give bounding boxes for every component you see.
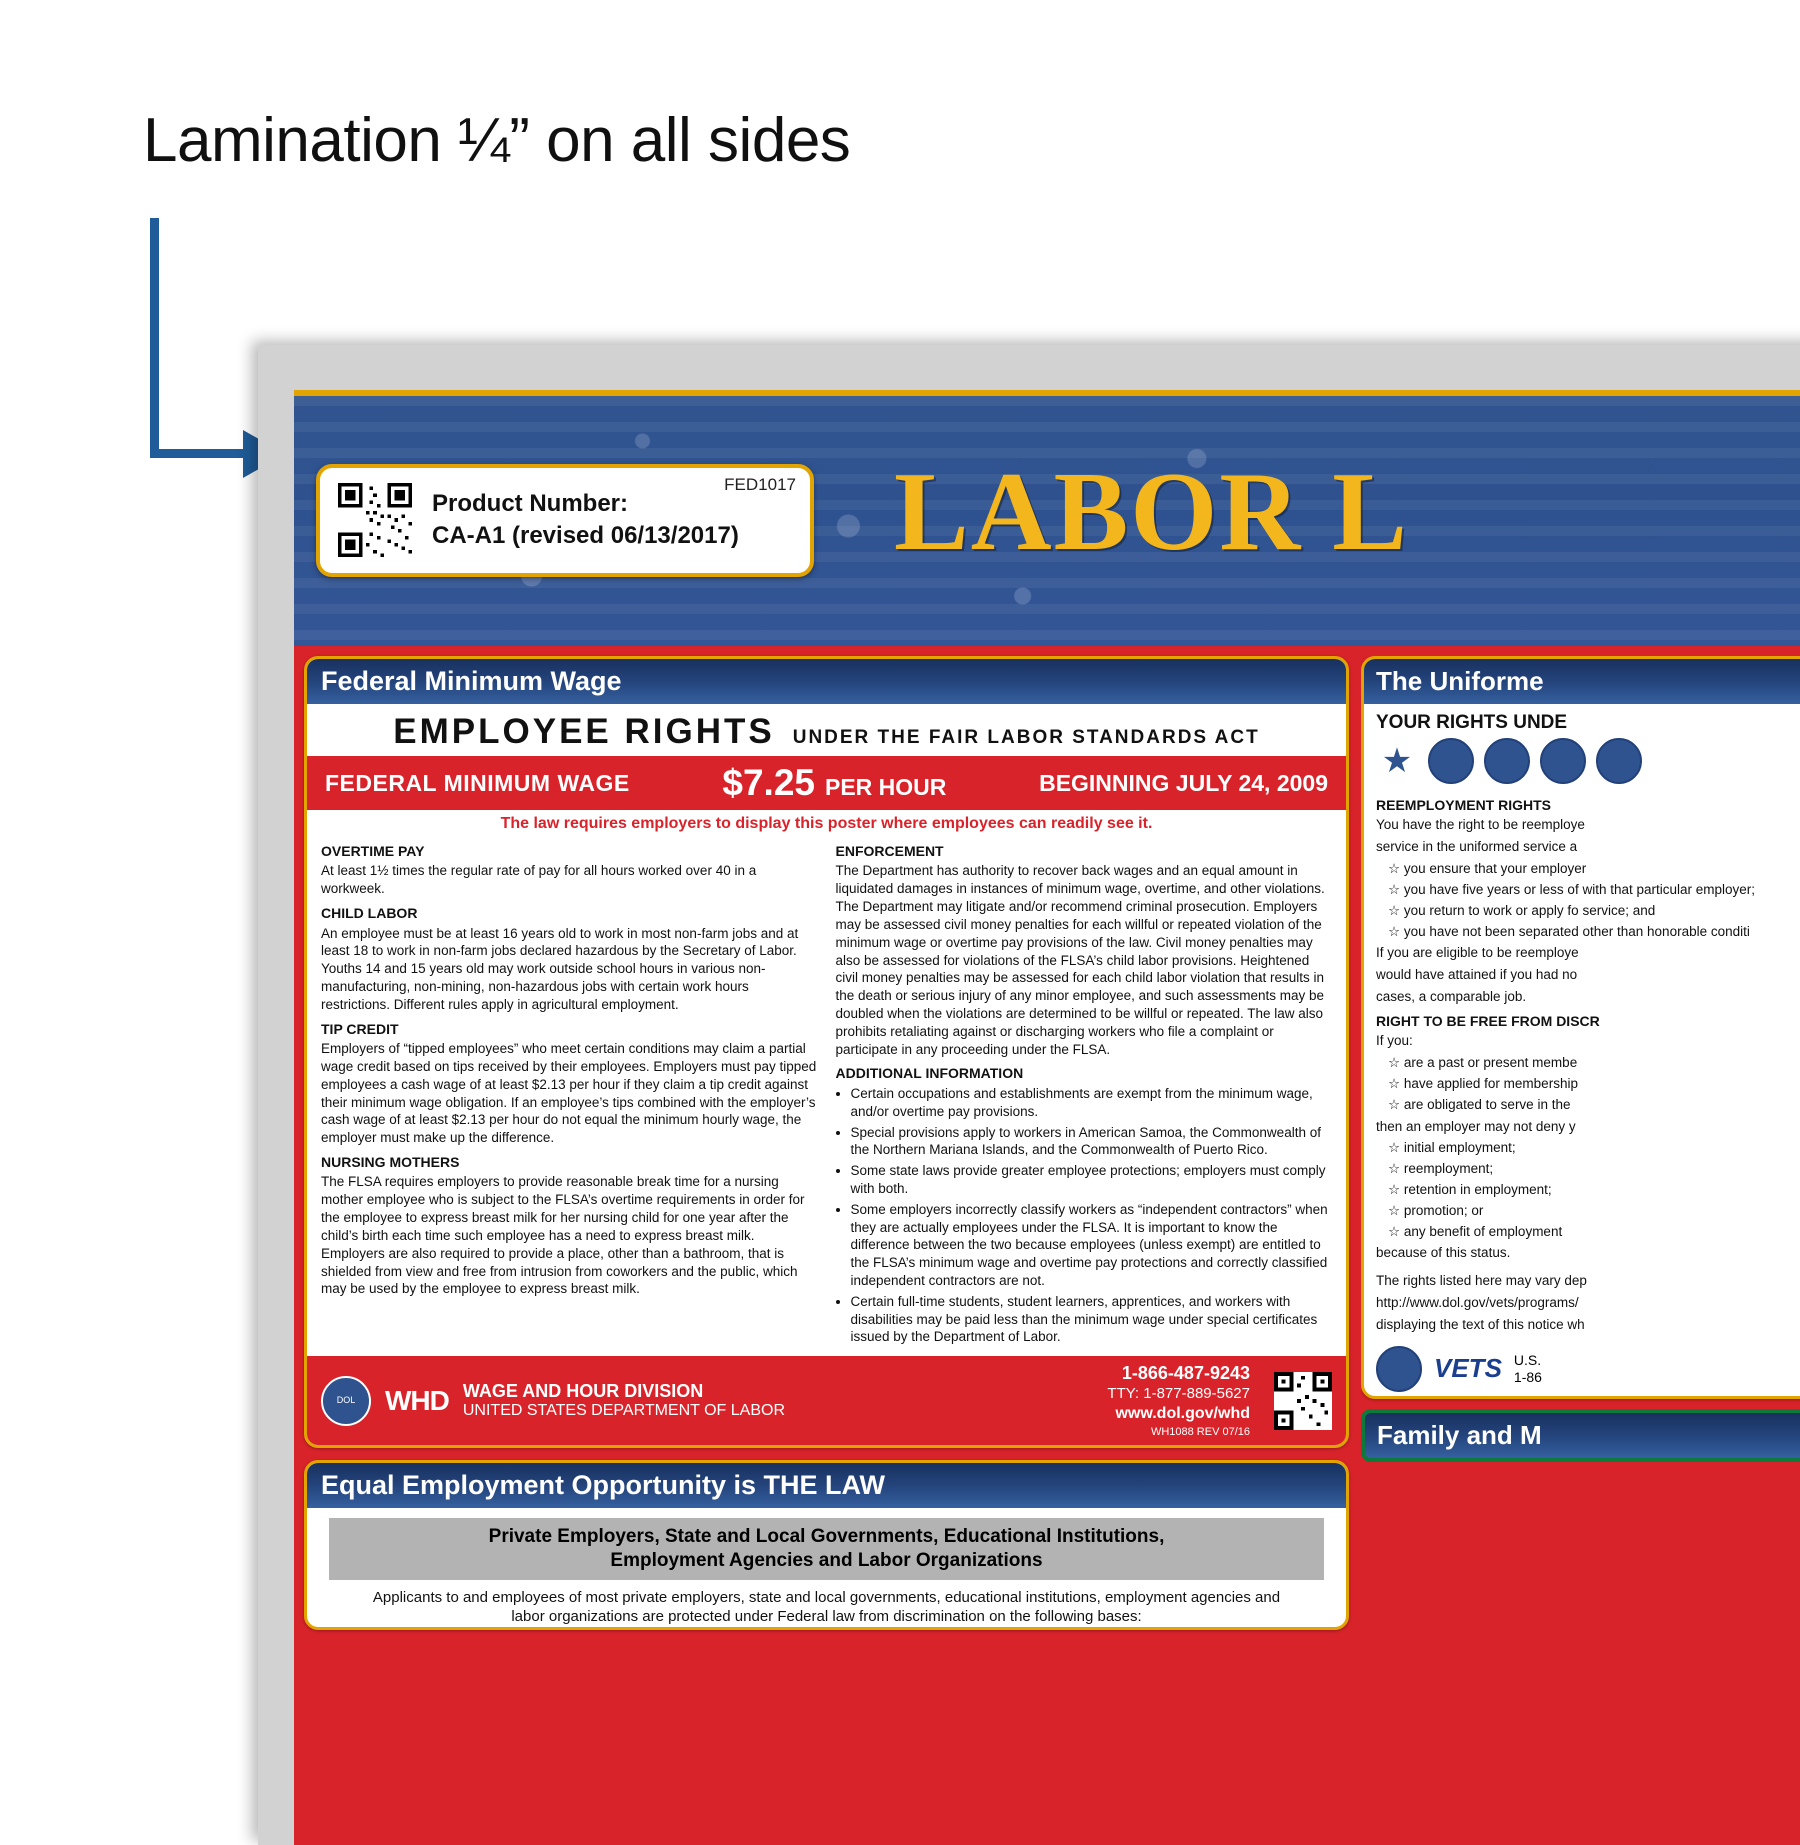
agency-contact [1107, 1362, 1250, 1439]
wage-amount: $7.25 [722, 762, 815, 803]
userra-panel [1361, 656, 1800, 1399]
eligibility-line-1: If you are eligible to be reemploye [1376, 945, 1579, 961]
section-body: The Department has authority to recover back wages and an equal amount in liquidated damages in instances of minimum wage, overtime, and other violations. The Department may litigate and/or recommend criminal prosecution. Employers may be assessed civil money penalties for each willful or repeated violation of the minimum wage or overtime pay provisions of the law. Civil money penalties may also be assessed for violations of the FLSA’s child labor provisions. Heightened civil money penalties may be assessed for each child labor violation that results in the death or serious injury of any minor employee, and such assessments may be doubled when the violations are determined to be willful or repeated. The law also prohibits retaliating against or discharging workers who file a complaint or participate in any proceeding under the FLSA. [835, 863, 1325, 1057]
list-item: ☆ you have not been separated other than honorable conditi [1388, 923, 1750, 939]
agency-phone: 1-866-487-9243 [1121, 1363, 1250, 1384]
flsa-right-text [836, 836, 1333, 1350]
dol-seal-icon [1376, 1346, 1422, 1392]
agency-website[interactable]: www.dol.gov/whd [1115, 1404, 1250, 1422]
list-item: ☆ reemployment; [1388, 1161, 1494, 1177]
footnote-line-1: The rights listed here may vary dep [1376, 1273, 1587, 1289]
list-item: ☆ have applied for membership [1388, 1075, 1578, 1091]
list-item: • Special provisions apply to workers in American Samoa, the Commonwealth of the Northern Mariana Islands, and the Commonwealth of Puerto Rico. [851, 1124, 1333, 1160]
poster-right-column [1361, 656, 1800, 1841]
product-number-box [316, 464, 814, 577]
userra-body [1364, 796, 1800, 1334]
qr-code-icon [338, 483, 412, 557]
section-heading: OVERTIME PAY [321, 843, 425, 859]
list-item: • Certain full-time students, student learners, apprentices, and workers with disabilities may be paid less than the minimum wage under special certificates issued by the Department of Labor. [851, 1293, 1333, 1346]
list-item: • Certain occupations and establishments are exempt from the minimum wage, and/or overtime pay provisions. [851, 1085, 1333, 1121]
list-item: ☆ you ensure that your employer [1388, 861, 1587, 877]
navy-seal-icon [1484, 738, 1530, 784]
vets-logo: VETS [1434, 1353, 1502, 1384]
reemployment-intro-1: You have the right to be reemploye [1376, 817, 1585, 833]
flsa-footer-bar [307, 1356, 1346, 1445]
vets-line-1: U.S. [1513, 1351, 1542, 1368]
agency-line-2: UNITED STATES DEPARTMENT OF LABOR [462, 1402, 785, 1420]
list-item: ☆ you return to work or apply fo service; and [1388, 902, 1656, 918]
footnote-line-3: displaying the text of this notice wh [1376, 1316, 1585, 1332]
revision-code: WH1088 REV 07/16 [1150, 1425, 1250, 1438]
poster-left-column [304, 656, 1349, 1841]
list-item: • Some state laws provide greater employee protections; employers must comply with both. [851, 1162, 1333, 1198]
list-item: ☆ retention in employment; [1388, 1181, 1552, 1197]
eligibility-line-3: cases, a comparable job. [1376, 988, 1527, 1004]
vets-line-2: 1-86 [1513, 1368, 1542, 1385]
benefit-list [1376, 1139, 1800, 1240]
section-heading: CHILD LABOR [321, 905, 418, 922]
eeo-panel [304, 1460, 1349, 1630]
eeo-subtitle-line-1: Private Employers, State and Local Governments, Educational Institutions, [488, 1526, 1165, 1548]
list-item-label: any benefit of employment [1403, 1223, 1563, 1239]
list-item-label: are a past or present membe [1403, 1055, 1578, 1071]
reemployment-intro-2: service in the uniformed service a [1376, 839, 1578, 855]
list-item: ☆ promotion; or [1388, 1202, 1484, 1218]
if-you-label: If you: [1376, 1033, 1413, 1049]
list-item-label: are obligated to serve in the [1403, 1096, 1571, 1112]
list-item-label: promotion; or [1403, 1202, 1484, 1218]
reemployment-heading: REEMPLOYMENT RIGHTS [1376, 797, 1552, 813]
list-item-label: have applied for membership [1403, 1075, 1578, 1091]
list-item-label: retention in employment; [1403, 1181, 1552, 1197]
marines-seal-icon [1596, 738, 1642, 784]
army-seal-icon [1428, 738, 1474, 784]
list-item-label: you have five years or less of with that particular employer; [1403, 881, 1756, 897]
eeo-body-line-2: labor organizations are protected under Federal law from discrimination on the following bases: [511, 1608, 1142, 1626]
list-item: ☆ you have five years or less of with that particular employer; [1388, 881, 1756, 897]
discrimination-heading: RIGHT TO BE FREE FROM DISCR [1376, 1012, 1600, 1029]
eeo-subtitle [329, 1518, 1324, 1580]
section-body: Employers of “tipped employees” who meet certain conditions may claim a partial wage credit based on tips received by their employees. Employers must pay tipped employees a cash wage of at least $2.13 per hour if they claim a tip credit against their minimum wage obligation. If an employee’s tips combined with the employer’s cash wage of at least $2.13 per hour do not equal the minimum hourly wage, the employer must make up the difference. [321, 1041, 817, 1146]
wage-label: FEDERAL MINIMUM WAGE [325, 769, 630, 796]
footnote-line-2[interactable]: http://www.dol.gov/vets/programs/ [1376, 1295, 1579, 1310]
fmla-panel-title: Family and M [1365, 1413, 1800, 1458]
reemployment-list [1376, 860, 1800, 940]
flsa-heading: EMPLOYEE RIGHTS [393, 712, 775, 751]
vets-footer [1364, 1338, 1800, 1396]
list-item-label: reemployment; [1403, 1161, 1494, 1177]
additional-info-list [836, 1085, 1333, 1346]
minimum-wage-bar [307, 756, 1346, 810]
eeo-subtitle-line-2: Employment Agencies and Labor Organizations [610, 1550, 1043, 1571]
flsa-heading-row [307, 704, 1346, 756]
section-body: At least 1½ times the regular rate of pay for all hours worked over 40 in a workweek. [321, 863, 757, 897]
eeo-panel-title: Equal Employment Opportunity is THE LAW [307, 1463, 1346, 1508]
list-item-label: initial employment; [1403, 1140, 1516, 1156]
poster-title: LABOR L [894, 450, 1409, 574]
fed-code-label: FED1017 [724, 475, 796, 494]
agency-line-1: WAGE AND HOUR DIVISION [462, 1381, 704, 1402]
flsa-subheading: UNDER THE FAIR LABOR STANDARDS ACT [792, 727, 1260, 748]
poster-body [294, 646, 1800, 1845]
eeo-body-line-1: Applicants to and employees of most private employers, state and local governments, educational institutions, employment agencies and [372, 1588, 1281, 1606]
agency-name [463, 1381, 1094, 1420]
discrimination-list [1376, 1054, 1800, 1113]
product-number-label: Product Number: [432, 490, 629, 517]
list-item-label: you ensure that your employer [1403, 861, 1587, 877]
vets-contact [1514, 1352, 1542, 1386]
list-item: ☆ initial employment; [1388, 1140, 1516, 1156]
userra-subtitle: YOUR RIGHTS UNDE [1376, 712, 1568, 733]
wage-per-unit: PER HOUR [825, 774, 947, 800]
section-body: An employee must be at least 16 years old to work in most non-farm jobs and at least 18 to work in non-farm jobs declared hazardous by the Secretary of Labor. Youths 14 and 15 years old may work outside school hours in various non-manufacturing, non-mining, non-hazardous jobs with certain work hours restrictions. Different rules apply in agricultural employment. [321, 925, 799, 1012]
dol-seal-icon: DOL [321, 1376, 371, 1426]
list-item: • Some employers incorrectly classify workers as “independent contractors” when they are actually employees under the FLSA. It is important to know the difference between the two because employees (unless exempt) are entitled to the FLSA’s minimum wage and overtime pay protections and correctly classified independent contractors are not. [851, 1201, 1333, 1290]
section-body: The FLSA requires employers to provide reasonable break time for a nursing mother employee who is subject to the FLSA’s overtime requirements in order for the employee to express breast milk for her nursing child for one year after the child’s birth each time such employee has a need to express breast milk. Employers are also required to provide a place, other than a bathroom, that is shielded from view and free from intrusion from coworkers and the public, which may be used by the employee to express breast milk. [321, 1174, 805, 1297]
userra-panel-title: The Uniforme [1364, 659, 1800, 704]
flsa-left-text [321, 836, 818, 1350]
laminate-edge [258, 345, 1800, 1845]
air-force-seal-icon [1540, 738, 1586, 784]
poster-banner [294, 390, 1800, 646]
section-heading: ADDITIONAL INFORMATION [835, 1065, 1024, 1082]
eligibility-line-2: would have attained if you had no [1376, 967, 1578, 983]
flsa-panel-title: Federal Minimum Wage [307, 659, 1346, 704]
footer-qr-code-icon [1274, 1372, 1332, 1430]
flsa-text-columns [307, 836, 1346, 1356]
eeo-body [307, 1580, 1346, 1627]
display-notice: The law requires employers to display this poster where employees can readily see it. [500, 815, 1153, 832]
agency-tty: TTY: 1-877-889-5627 [1107, 1384, 1250, 1402]
star-icon: ★ [1381, 742, 1413, 780]
list-item: ☆ any benefit of employment [1388, 1223, 1563, 1239]
userra-seal-row [1364, 738, 1800, 790]
section-heading: ENFORCEMENT [835, 843, 944, 859]
wage-effective-date: BEGINNING JULY 24, 2009 [1039, 769, 1328, 796]
because-line: because of this status. [1376, 1245, 1511, 1261]
callout-arrow-vertical [150, 218, 159, 458]
then-line: then an employer may not deny y [1376, 1118, 1576, 1134]
labor-law-poster [294, 390, 1800, 1845]
flsa-panel [304, 656, 1349, 1448]
page-title: Lamination ¼” on all sides [143, 106, 851, 175]
section-heading: NURSING MOTHERS [321, 1153, 460, 1170]
list-item-label: you return to work or apply fo service; and [1403, 902, 1656, 918]
fmla-panel [1361, 1409, 1800, 1462]
list-item: ☆ are a past or present membe [1388, 1055, 1578, 1071]
list-item-label: you have not been separated other than honorable conditi [1403, 923, 1750, 939]
callout-arrow-horizontal [150, 449, 250, 458]
list-item: ☆ are obligated to serve in the [1388, 1096, 1571, 1112]
whd-logo: WHD [385, 1384, 449, 1416]
product-number-value: CA-A1 (revised 06/13/2017) [432, 522, 739, 549]
section-heading: TIP CREDIT [321, 1020, 399, 1037]
